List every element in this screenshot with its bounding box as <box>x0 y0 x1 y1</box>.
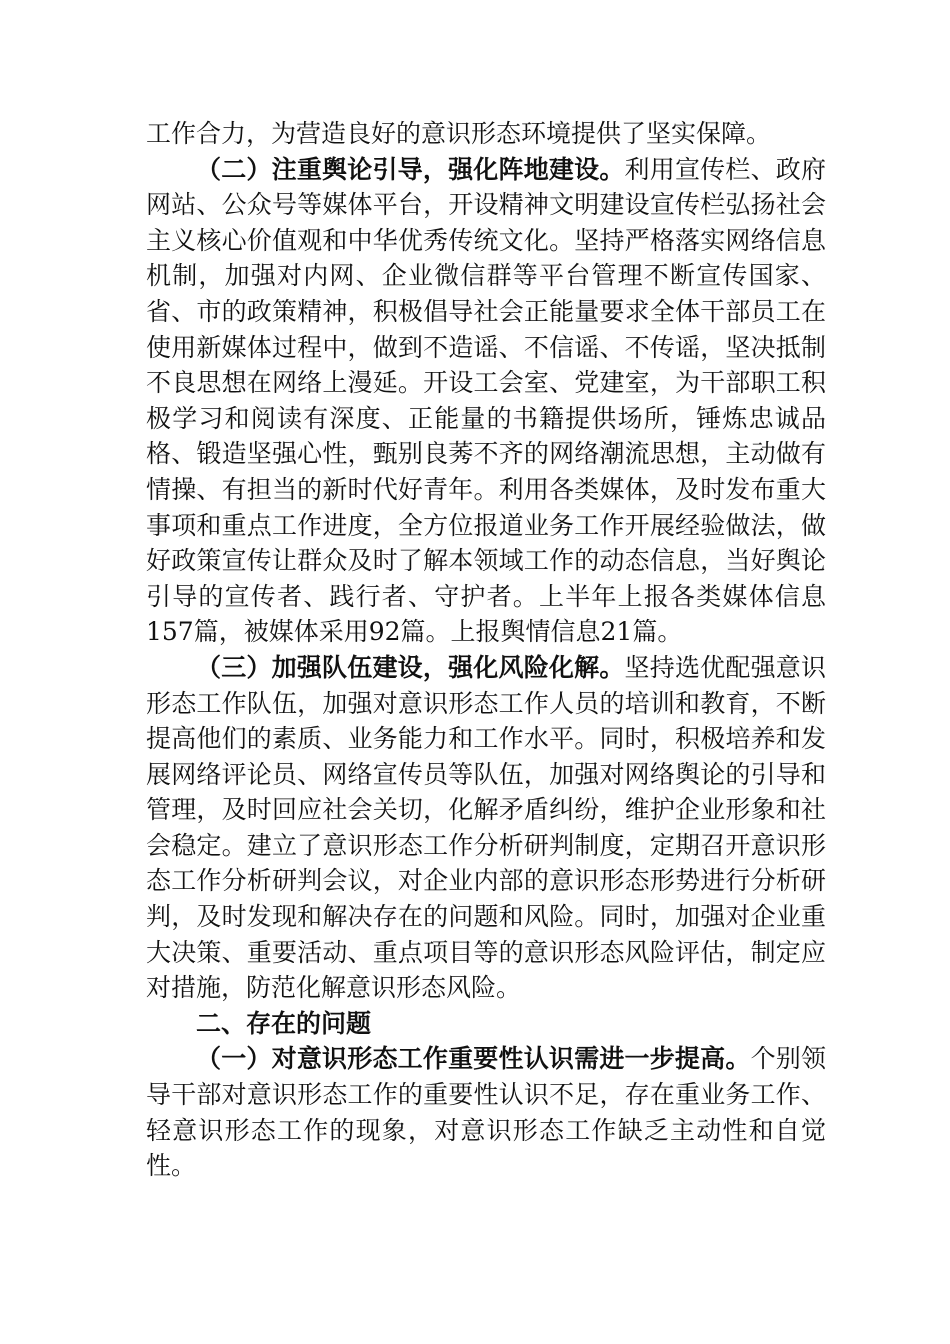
paragraph-continuation <box>146 116 826 152</box>
paragraph-public-opinion <box>146 152 826 650</box>
document-page <box>146 116 826 1184</box>
subheading-public-opinion: （二）注重舆论引导，强化阵地建设。 <box>196 154 625 184</box>
paragraph-text: 个别领导干部对意识形态工作的重要性认识不足，存在重业务工作、轻意识形态工作的现象，对意识形态工作缺乏主动性和自觉性。 <box>146 1044 826 1181</box>
paragraph-text: 坚持选优配强意识形态工作队伍，加强对意识形态工作人员的培训和教育，不断提高他们的素质、业务能力和工作水平。同时，积极培养和发展网络评论员、网络宣传员等队伍，加强对网络舆论的引导和管理，及时回应社会关切，化解矛盾纠纷，维护企业形象和社会稳定。建立了意识形态工作分析研判制度，定期召开意识形态工作分析研判会议，对企业内部的意识形态形势进行分析研判，及时发现和解决存在的问题和风险。同时，加强对企业重大决策、重要活动、重点项目等的意识形态风险评估，制定应对措施，防范化解意识形态风险。 <box>146 652 826 1003</box>
paragraph-team-building <box>146 650 826 1006</box>
paragraph-text: 工作合力，为营造良好的意识形态环境提供了坚实保障。 <box>146 119 772 148</box>
section-heading-problems: 二、存在的问题 <box>196 1008 372 1038</box>
paragraph-text: 利用宣传栏、政府网站、公众号等媒体平台，开设精神文明建设宣传栏弘扬社会主义核心价值观和中华优秀传统文化。坚持严格落实网络信息机制，加强对内网、企业微信群等平台管理不断宣传国家、省、市的政策精神，积极倡导社会正能量要求全体干部员工在使用新媒体过程中，做到不造谣、不信谣、不传谣，坚决抵制不良思想在网络上漫延。开设工会室、党建室，为干部职工积极学习和阅读有深度、正能量的书籍提供场所，锤炼忠诚品格、锻造坚强心性，甄别良莠不齐的网络潮流思想，主动做有情操、有担当的新时代好青年。利用各类媒体，及时发布重大事项和重点工作进度，全方位报道业务工作开展经验做法，做好政策宣传让群众及时了解本领域工作的动态信息，当好舆论引导的宣传者、践行者、守护者。上半年上报各类媒体信息157篇，被媒体采用92篇。上报舆情信息21篇。 <box>146 154 826 647</box>
paragraph-awareness <box>146 1041 826 1183</box>
subheading-awareness: （一）对意识形态工作重要性认识需进一步提高。 <box>196 1044 751 1074</box>
subheading-team-building: （三）加强队伍建设，强化风险化解。 <box>196 652 625 682</box>
